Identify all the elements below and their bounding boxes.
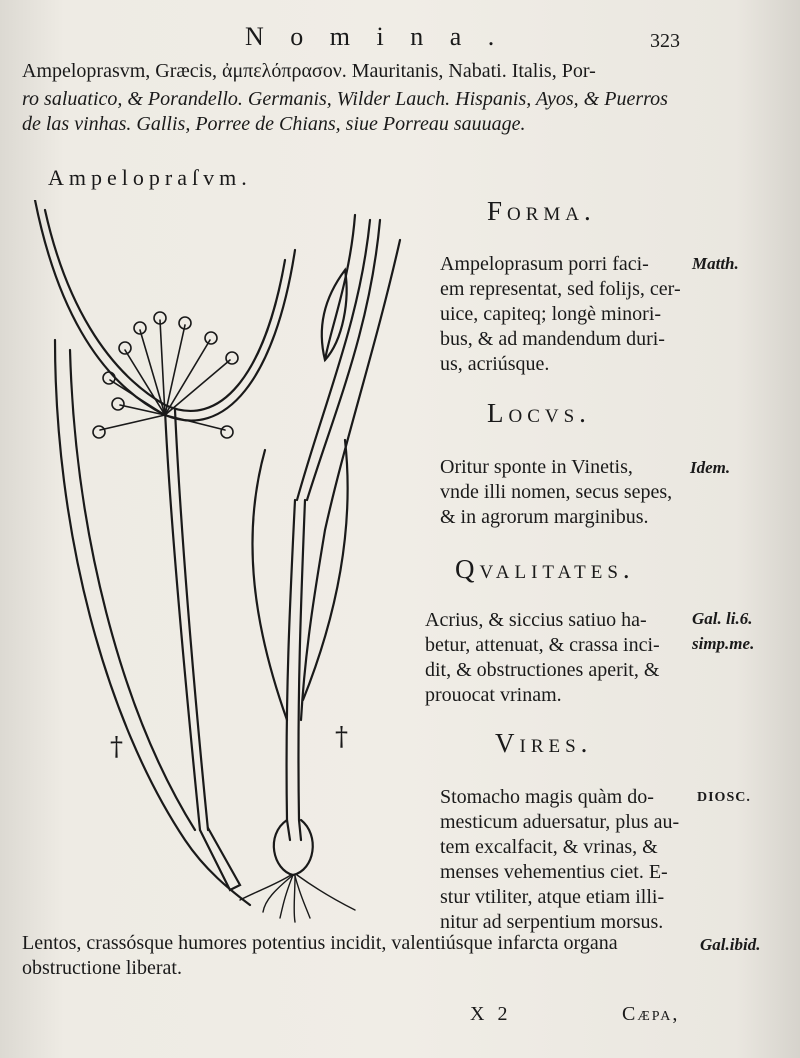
- flower-stalk: [165, 410, 200, 830]
- leaf-lower-left: [252, 450, 287, 720]
- footer-text-line-2: obstructione liberat.: [22, 957, 182, 979]
- plate-mark-right: †: [335, 722, 348, 752]
- margin-note-simp-me: simp.me.: [692, 634, 755, 653]
- forma-line: em representat, sed folijs, cer-: [440, 278, 681, 300]
- qualitates-line: betur, attenuat, & crassa inci-: [425, 634, 660, 656]
- margin-note-gal-li6: Gal. li.6.: [692, 609, 753, 628]
- vires-line: nitur ad serpentium morsus.: [440, 911, 664, 933]
- nomina-line-1: Ampeloprasvm, Græcis, ἀμπελόπρασον. Mauritanis, Nabati. Italis, Por-: [22, 60, 596, 82]
- running-head: N o m i n a .: [245, 22, 505, 51]
- leaf-right-1: [297, 220, 370, 500]
- qualitates-text: [425, 608, 660, 708]
- vires-line: Stomacho magis quàm do-: [440, 786, 654, 808]
- forma-line: us, acriúsque.: [440, 353, 550, 375]
- roots: [240, 875, 355, 922]
- qualitates-line: Acrius, & siccius satiuo ha-: [425, 609, 647, 631]
- qualitates-line: dit, & obstructiones aperit, &: [425, 659, 660, 681]
- heading-forma: Forma.: [487, 196, 596, 226]
- vires-line: mesticum aduersatur, plus au-: [440, 811, 680, 833]
- locus-text: [440, 455, 672, 530]
- heading-qualitates: Qvalitates.: [455, 554, 635, 584]
- forma-line: uice, capiteq; longè minori-: [440, 303, 662, 325]
- margin-note-diosc: DIOSC.: [697, 790, 751, 805]
- catchword: Cæpa,: [622, 1003, 680, 1025]
- heading-locus: Locvs.: [487, 398, 591, 428]
- margin-note-matth: Matth.: [692, 254, 739, 273]
- forma-text: [440, 252, 681, 377]
- leaf-right-3: [325, 215, 355, 360]
- vires-line: tem excalfacit, & vrinas, &: [440, 836, 658, 858]
- margin-note-gal-ibid: Gal.ibid.: [700, 935, 761, 954]
- main-stem: [287, 500, 295, 840]
- page-number: 323: [650, 30, 680, 52]
- footer-text-line-1: Lentos, crassósque humores potentius incidit, valentiúsque infarcta organa: [22, 932, 618, 954]
- plant-woodcut-illustration: [25, 200, 425, 930]
- nomina-line-2: ro saluatico, & Porandello. Germanis, Wilder Lauch. Hispanis, Ayos, & Puerros: [22, 88, 668, 110]
- plate-mark-left: †: [110, 732, 123, 762]
- signature-mark: X 2: [470, 1003, 512, 1025]
- bulb: [274, 820, 313, 875]
- vires-text: [440, 785, 679, 935]
- locus-line: Oritur sponte in Vinetis,: [440, 456, 633, 478]
- locus-line: & in agrorum marginibus.: [440, 506, 649, 528]
- vires-line: stur vtiliter, atque etiam illi-: [440, 886, 665, 908]
- vires-line: menses vehementius ciet. E-: [440, 861, 668, 883]
- locus-line: vnde illi nomen, secus sepes,: [440, 481, 673, 503]
- leaf-right-2: [301, 240, 400, 720]
- plant-title: Ampelopraſvm.: [48, 165, 252, 190]
- leaf-arch-left: [35, 200, 295, 421]
- spathe-bud: [322, 270, 347, 360]
- forma-line: Ampeloprasum porri faci-: [440, 253, 649, 275]
- margin-note-idem: Idem.: [690, 458, 731, 477]
- qualitates-line: prouocat vrinam.: [425, 684, 562, 706]
- heading-vires: Vires.: [495, 728, 593, 758]
- leaf-lower-right: [303, 440, 348, 700]
- forma-line: bus, & ad mandendum duri-: [440, 328, 665, 350]
- nomina-line-3: de las vinhas. Gallis, Porree de Chians, siue Porreau sauuage.: [22, 113, 526, 135]
- leaf-left-long: [55, 340, 250, 905]
